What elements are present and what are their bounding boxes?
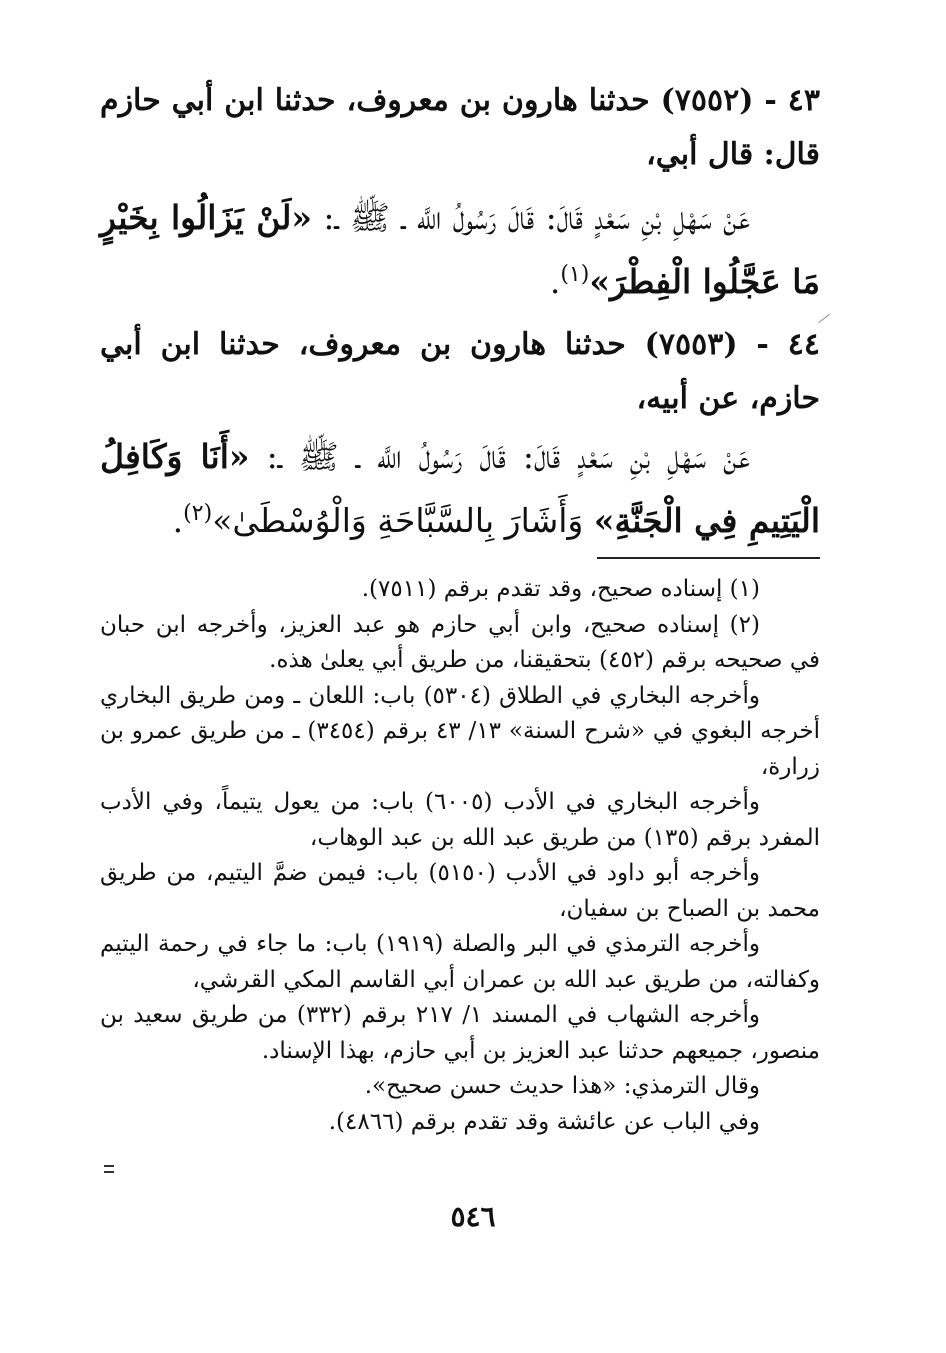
hadith-44-end: . <box>172 501 184 540</box>
footnote-2-aisha: وفي الباب عن عائشة وقد تقدم برقم (٤٨٦٦). <box>328 1108 760 1135</box>
hadith-44-matn <box>100 425 820 553</box>
footnote-2-tirmidhi-grading: وقال الترمذي: «هذا حديث حسن صحيح». <box>364 1073 760 1099</box>
hadith-43-isnad-text: حدثنا هارون بن معروف، حدثنا ابن أبي حازم قال: قال أبي، <box>100 83 820 172</box>
hadith-43-end: . <box>549 262 561 301</box>
hadith-44-number: ٤٤ - (٧٥٥٣) <box>644 327 820 362</box>
hadith-44-matn-quote: «أَنَا وَكَافِلُ الْيَتِيمِ فِي الْجَنَّةِ» <box>100 437 820 540</box>
page-number: ٥٤٦ <box>450 1200 496 1233</box>
hadith-43-number: ٤٣ - (٧٥٥٢) <box>660 83 820 118</box>
footnote-2-bukhari-adab: وأخرجه البخاري في الأدب (٦٠٠٥) باب: من يعول يتيماً، وفي الأدب المفرد برقم (١٣٥) من طريق عبد الله بن عبد الوهاب، <box>100 789 820 851</box>
footnote-1: (١) إسناده صحيح، وقد تقدم برقم (٧٥١١). <box>361 576 760 602</box>
footnotes <box>100 572 820 1140</box>
footnote-ref-1: (١) <box>560 262 590 287</box>
continuation-mark <box>104 1165 114 1173</box>
footnote-2-bukhari-talaq: وأخرجه البخاري في الطلاق (٥٣٠٤) باب: اللعان ـ ومن طريق البخاري أخرجه البغوي في «شرح السنة» ١٣/ ٤٣ برقم (٣٤٥٤) ـ من طريق عمرو بن زرارة، <box>100 682 820 780</box>
hadith-43-matn-quote: «لَنْ يَزَالُوا بِخَيْرٍ مَا عَجَّلُوا الْفِطْرَ» <box>100 198 820 301</box>
footnote-2: (٢) إسناده صحيح، وابن أبي حازم هو عبد العزيز، وأخرجه ابن حبان في صحيحه برقم (٤٥٢) بتحقيقنا، من طريق أبي يعلىٰ هذه. <box>100 611 820 673</box>
hadith-44-matn-intro: عَنْ سَهْلِ بْنِ سَعْدٍ قَالَ: قَالَ رَسُولُ اللَّه ـ ﷺ ـ: <box>266 437 750 476</box>
hadith-44-matn-rest: وَأَشَارَ بِالسَّبَّاحَةِ وَالْوُسْطَىٰ» <box>212 501 584 540</box>
footnote-2-abu-dawud: وأخرجه أبو داود في الأدب (٥١٥٠) باب: فيمن ضمَّ اليتيم، من طريق محمد بن الصباح بن سفيان، <box>100 860 820 922</box>
footnote-2-shihab: وأخرجه الشهاب في المسند ١/ ٢١٧ برقم (٣٣٢) من طريق سعيد بن منصور، جميعهم حدثنا عبد العزيز بن أبي حازم، بهذا الإسناد. <box>100 1002 820 1064</box>
footnote-separator <box>597 557 820 559</box>
hadith-43-matn <box>100 186 820 314</box>
hadith-43-isnad <box>100 74 820 182</box>
footnote-ref-2: (٢) <box>183 501 213 526</box>
hadith-43-matn-intro: عَنْ سَهْلِ بْنِ سَعْدٍ قَالَ: قَالَ رَسُولُ اللَّه ـ ﷺ ـ: <box>323 198 751 237</box>
footnote-2-tirmidhi: وأخرجه الترمذي في البر والصلة (١٩١٩) باب: ما جاء في رحمة اليتيم وكفالته، من طريق عبد الله بن عمران أبي القاسم المكي القرشي، <box>100 931 820 993</box>
hadith-44-isnad <box>100 318 820 426</box>
hadith-44-isnad-text: حدثنا هارون بن معروف، حدثنا ابن أبي حازم، عن أبيه، <box>100 327 820 416</box>
